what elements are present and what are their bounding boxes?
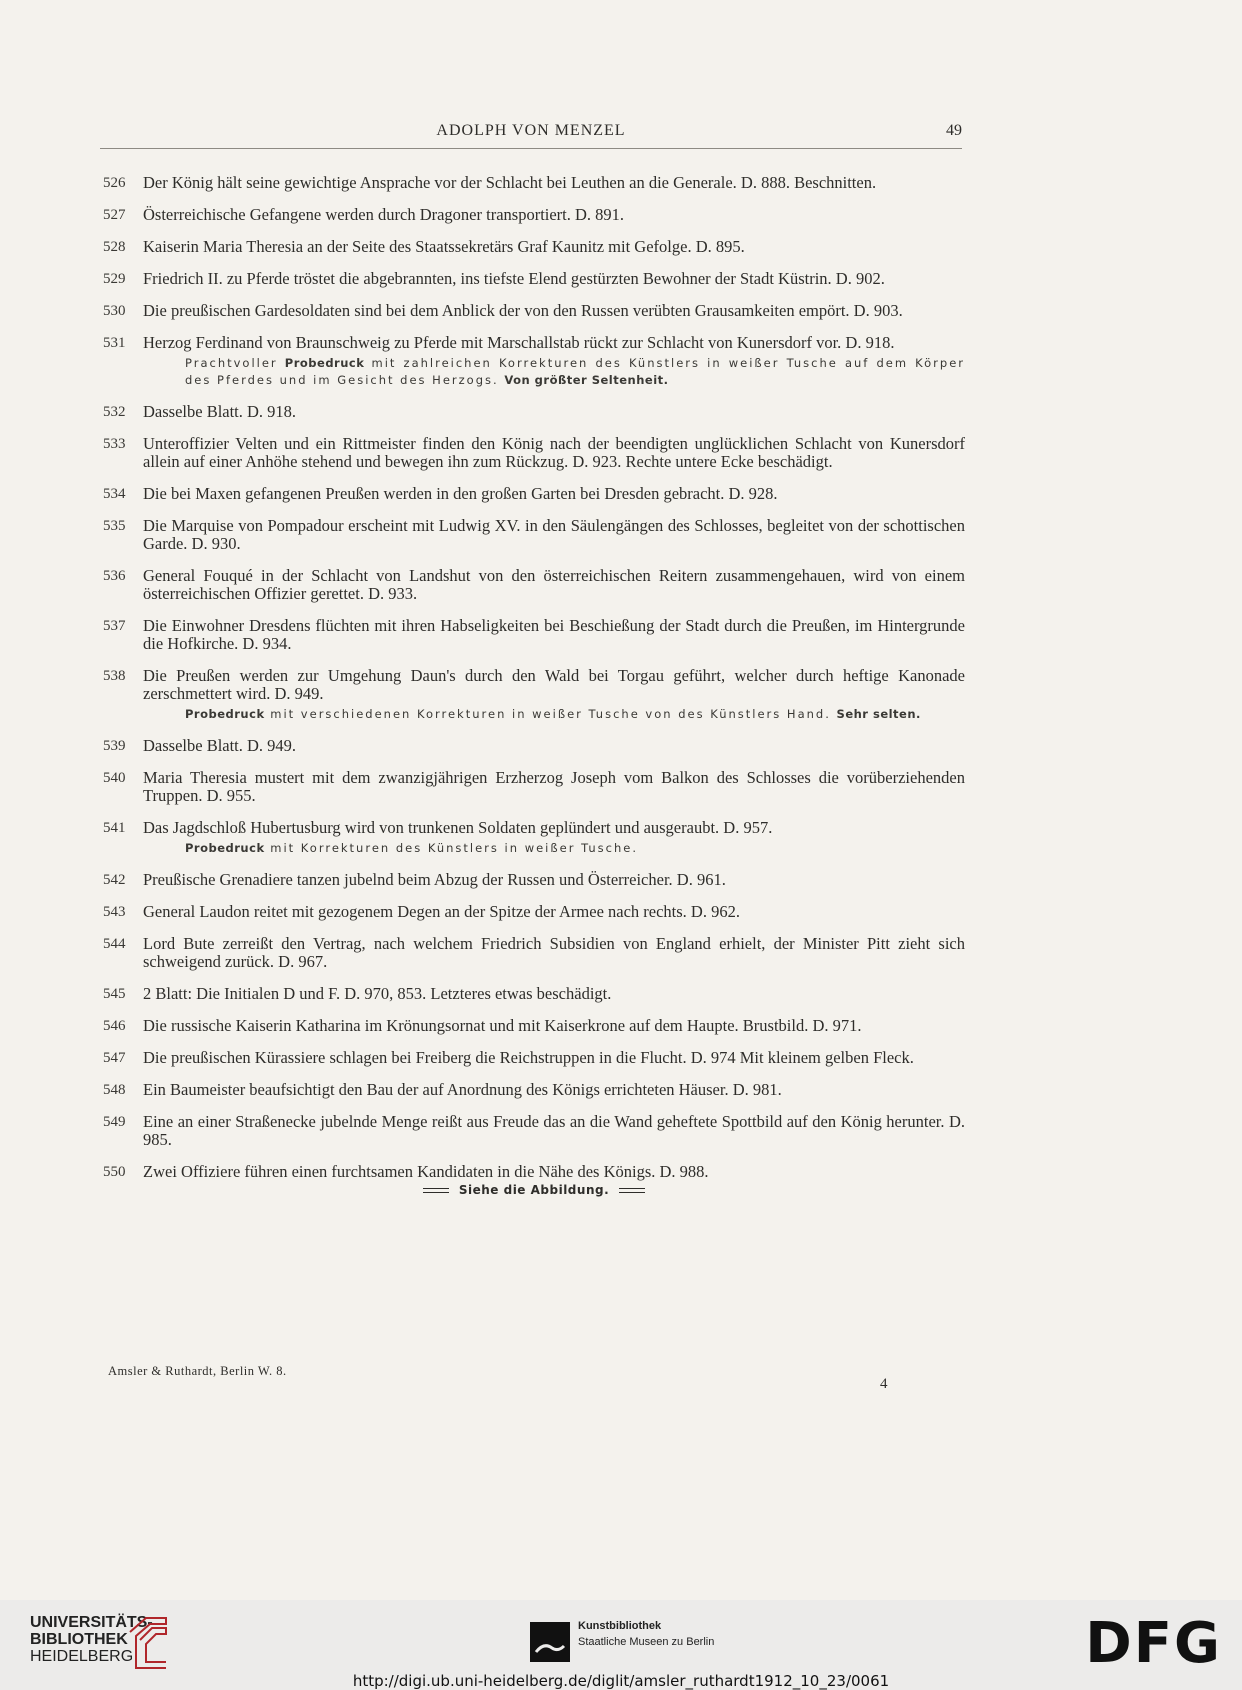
catalog-entry xyxy=(103,435,965,471)
catalog-entry xyxy=(103,567,965,603)
catalog-entry xyxy=(103,302,965,320)
entry-number: 541 xyxy=(103,820,126,836)
entry-number: 527 xyxy=(103,207,126,223)
see-illustration xyxy=(103,1183,965,1197)
entry-number: 528 xyxy=(103,239,126,255)
entry-number: 547 xyxy=(103,1050,126,1066)
catalog-entry xyxy=(103,1163,965,1181)
note-text: mit verschiedenen Korrekturen in weißer Tusche von des Künstlers Hand. xyxy=(264,707,837,721)
entry-number: 543 xyxy=(103,904,126,920)
entry-number: 548 xyxy=(103,1082,126,1098)
entry-note xyxy=(185,355,965,389)
entry-number: 526 xyxy=(103,175,126,191)
university-logo-icon xyxy=(126,1614,170,1672)
entry-number: 537 xyxy=(103,618,126,634)
entry-text: General Fouqué in der Schlacht von Landshut von den österreichischen Reitern zusammengehauen, wird von einem österreichischen Offizier gerettet. D. 933. xyxy=(143,566,965,603)
entry-number: 544 xyxy=(103,936,126,952)
note-emphasis: Probedruck xyxy=(284,356,365,370)
catalog-entry xyxy=(103,1113,965,1149)
uni-name-line: BIBLIOTHEK xyxy=(30,1631,128,1648)
entry-text: Dasselbe Blatt. D. 918. xyxy=(143,402,297,421)
kb-name-line: Kunstbibliothek xyxy=(578,1620,662,1632)
catalog-entry xyxy=(103,517,965,553)
catalog-entry xyxy=(103,935,965,971)
running-header xyxy=(100,120,962,149)
entry-text: Dasselbe Blatt. D. 949. xyxy=(143,736,297,755)
entry-text: Zwei Offiziere führen einen furchtsamen Kandidaten in die Nähe des Königs. D. 988. xyxy=(143,1162,709,1181)
catalog-entry xyxy=(103,403,965,421)
entry-note xyxy=(185,840,965,857)
entry-number: 529 xyxy=(103,271,126,287)
entry-text: Unteroffizier Velten und ein Rittmeister finden den König nach der beendigten unglücklichen Schlacht von Kunersdorf allein auf einer Anhöhe stehend und bewegen ihn zum Rückzug. D. 923. Rechte untere Ecke beschädigt. xyxy=(143,434,965,471)
page-number: 49 xyxy=(946,122,962,139)
catalog-entry xyxy=(103,985,965,1003)
kb-name-line: Staatliche Museen zu Berlin xyxy=(578,1636,715,1648)
entry-text: Preußische Grenadiere tanzen jubelnd beim Abzug der Russen und Österreicher. D. 961. xyxy=(143,870,726,889)
catalog-entry xyxy=(103,903,965,921)
entry-text: Die russische Kaiserin Katharina im Krönungsornat und mit Kaiserkrone auf dem Haupte. Brustbild. D. 971. xyxy=(143,1016,862,1035)
see-illustration-text: Siehe die Abbildung. xyxy=(458,1183,610,1197)
entry-text: General Laudon reitet mit gezogenem Degen an der Spitze der Armee nach rechts. D. 962. xyxy=(143,902,740,921)
entry-text: Die Preußen werden zur Umgehung Daun's durch den Wald bei Torgau geführt, welcher durch heftige Kanonade zerschmettert wird. D. 949. xyxy=(143,666,965,703)
entry-number: 534 xyxy=(103,486,126,502)
note-text: mit Korrekturen des Künstlers in weißer Tusche. xyxy=(264,841,638,855)
catalog-entry xyxy=(103,769,965,805)
printer-imprint: Amsler & Ruthardt, Berlin W. 8. xyxy=(108,1364,287,1378)
note-text: Prachtvoller xyxy=(185,356,285,370)
entry-text: Die Marquise von Pompadour erscheint mit Ludwig XV. in den Säulengängen des Schlosses, begleitet von der schottischen Garde. D. 930. xyxy=(143,516,965,553)
entry-text: Eine an einer Straßenecke jubelnde Menge reißt aus Freude das an die Wand geheftete Spottbild auf den König herunter. D. 985. xyxy=(143,1112,965,1149)
entry-number: 546 xyxy=(103,1018,126,1034)
entry-text: Ein Baumeister beaufsichtigt den Bau der auf Anordnung des Königs errichteten Häuser. D. 981. xyxy=(143,1080,782,1099)
note-emphasis: Probedruck xyxy=(185,707,265,721)
entry-number: 542 xyxy=(103,872,126,888)
catalog-entry xyxy=(103,737,965,755)
note-text: mit zahlreichen Korrekturen des Künstlers in weißer Tusche auf dem Körper des Pferdes und im Gesicht des Herzogs. xyxy=(185,356,965,387)
catalog-entry xyxy=(103,1017,965,1035)
catalog-entry xyxy=(103,238,965,256)
catalog-entry xyxy=(103,174,965,192)
entry-number: 540 xyxy=(103,770,126,786)
entry-text: Kaiserin Maria Theresia an der Seite des Staatssekretärs Graf Kaunitz mit Gefolge. D. 895. xyxy=(143,237,745,256)
entry-text: 2 Blatt: Die Initialen D und F. D. 970, 853. Letzteres etwas beschädigt. xyxy=(143,984,612,1003)
entry-text: Der König hält seine gewichtige Ansprache vor der Schlacht bei Leuthen an die Generale. D. 888. Beschnitten. xyxy=(143,173,877,192)
entry-text: Die preußischen Gardesoldaten sind bei dem Anblick der von den Russen verübten Grausamkeiten empört. D. 903. xyxy=(143,301,903,320)
catalog-entry xyxy=(103,206,965,224)
entry-text: Die preußischen Kürassiere schlagen bei Freiberg die Reichstruppen in die Flucht. D. 974 Mit kleinem gelben Fleck. xyxy=(143,1048,914,1067)
permalink-url[interactable]: http://digi.ub.uni-heidelberg.de/diglit/amsler_ruthardt1912_10_23/0061 xyxy=(352,1672,890,1690)
uni-name-line: UNIVERSITÄTS- xyxy=(30,1614,153,1631)
entry-text: Das Jagdschloß Hubertusburg wird von trunkenen Soldaten geplündert und ausgeraubt. D. 957. xyxy=(143,818,773,837)
entry-note xyxy=(185,706,965,723)
catalog-entry xyxy=(103,1081,965,1099)
entry-number: 538 xyxy=(103,668,126,684)
entry-number: 532 xyxy=(103,404,126,420)
kunstbibliothek-name xyxy=(578,1618,714,1650)
digitization-footer xyxy=(0,1600,1242,1690)
kunstbibliothek-logo-icon xyxy=(530,1622,570,1662)
entry-text: Maria Theresia mustert mit dem zwanzigjährigen Erzherzog Joseph vom Balkon des Schlosses die vorüberziehenden Truppen. D. 955. xyxy=(143,768,965,805)
entry-text: Die bei Maxen gefangenen Preußen werden in den großen Garten bei Dresden gebracht. D. 928. xyxy=(143,484,778,503)
catalog-entry xyxy=(103,871,965,889)
entry-text: Die Einwohner Dresdens flüchten mit ihren Habseligkeiten bei Beschießung der Stadt durch die Preußen, im Hintergrunde die Hofkirche. D. 934. xyxy=(143,616,965,653)
note-emphasis: Von größter Seltenheit. xyxy=(504,373,669,387)
entry-number: 549 xyxy=(103,1114,126,1130)
entry-number: 539 xyxy=(103,738,126,754)
note-emphasis: Probedruck xyxy=(185,841,265,855)
entry-number: 536 xyxy=(103,568,126,584)
catalog-entry xyxy=(103,485,965,503)
catalog-entry xyxy=(103,667,965,723)
page-title: ADOLPH VON MENZEL xyxy=(436,122,626,139)
entry-number: 545 xyxy=(103,986,126,1002)
entry-number: 530 xyxy=(103,303,126,319)
catalog-entry xyxy=(103,270,965,288)
catalog-entry xyxy=(103,617,965,653)
double-rule xyxy=(423,1188,449,1193)
catalog-entries xyxy=(103,174,965,1197)
dfg-logo: DFG xyxy=(1085,1611,1222,1676)
entry-text: Herzog Ferdinand von Braunschweig zu Pferde mit Marschallstab rückt zur Schlacht von Kunersdorf vor. D. 918. xyxy=(143,333,895,352)
entry-number: 550 xyxy=(103,1164,126,1180)
uni-name-line: HEIDELBERG xyxy=(30,1648,134,1665)
entry-text: Lord Bute zerreißt den Vertrag, nach welchem Friedrich Subsidien von England erhielt, der Minister Pitt zieht sich schweigend zurück. D. 967. xyxy=(143,934,965,971)
catalog-entry xyxy=(103,819,965,857)
catalog-entry xyxy=(103,334,965,389)
entry-text: Friedrich II. zu Pferde tröstet die abgebrannten, ins tiefste Elend gestürzten Bewohner der Stadt Küstrin. D. 902. xyxy=(143,269,885,288)
entry-number: 533 xyxy=(103,436,126,452)
catalog-entry xyxy=(103,1049,965,1067)
note-emphasis: Sehr selten. xyxy=(836,707,921,721)
double-rule xyxy=(619,1188,645,1193)
entry-number: 535 xyxy=(103,518,126,534)
entry-text: Österreichische Gefangene werden durch Dragoner transportiert. D. 891. xyxy=(143,205,625,224)
entry-number: 531 xyxy=(103,335,126,351)
sheet-signature: 4 xyxy=(880,1376,888,1392)
